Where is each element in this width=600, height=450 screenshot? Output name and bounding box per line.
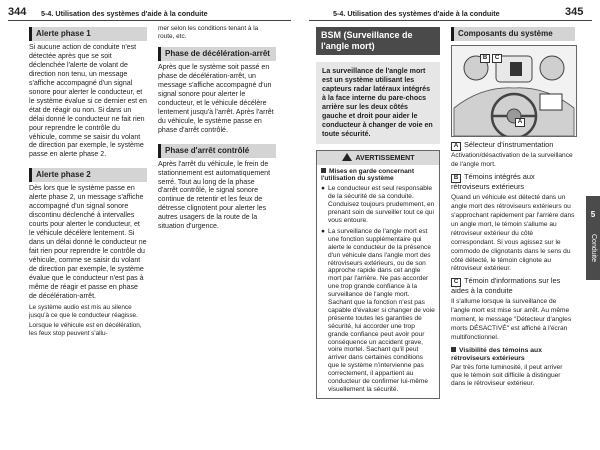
square-bullet-icon	[321, 168, 326, 173]
item-b-text: Quand un véhicule est détecté dans un angle mort des rétroviseurs extérieurs ou s'approchant rapidement par l'arrière dans un angle mort, le témoin s'allume au rétroviseur extérieur du côté correspondant. Si vous agissez sur le commodo de clignotants dans le sens du côté détecté, le témoin clignote au rétroviseur extérieur.	[451, 193, 575, 273]
bsm-heading: BSM (Surveillance de l'angle mort)	[316, 27, 440, 55]
column-4	[451, 27, 575, 388]
warning-bullet-2-text: La surveillance de l'angle mort est une fonction supplémentaire qui alerte le conducteur de la présence d'un véhicule dans l'angle mort des rétroviseurs extérieurs, ou de son approche rapide dans cet angle mort par l'arrière. Ne pas accorder une trop grande confiance à la surveillance de l'angle mort. Sachant que la fonction n'est pas capable d'évaluer si changer de voie présente toutes les garanties de sécurité, lui accorder une trop grande confiance peut avoir pour conséquence un accident grave, voire mortel. Sachant qu'il peut arriver dans certaines conditions que le système n'intervienne pas correctement, il appartient au conducteur de confirmer lui-même visuellement la sécurité.	[328, 227, 435, 393]
bullet-dot-icon: ●	[321, 185, 325, 193]
chapter-side-tab	[586, 196, 600, 280]
column-3	[316, 27, 440, 399]
item-c	[451, 277, 575, 297]
figure-label-b: B	[480, 54, 490, 63]
continued-note: mer selon les conditions tenant à la route, etc.	[158, 25, 259, 40]
column-2	[158, 25, 276, 232]
bsm-intro: La surveillance de l'angle mort est un système utilisant les capteurs radar latéraux intégrés à la face interne du pare-chocs arrière sur les deux côtés gauche et droit pour aider le conducteur à changer de voie en toute sécurité.	[316, 62, 440, 144]
right-running-title: 5-4. Utilisation des systèmes d'aide à la conduite	[333, 9, 500, 18]
item-a-title: Sélecteur d'instrumentation	[464, 140, 554, 149]
warning-bullet-2	[321, 228, 435, 394]
right-page-number: 345	[565, 6, 584, 18]
stop-phase-heading: Phase d'arrêt contrôlé	[158, 144, 276, 158]
chapter-label: Conduite	[590, 234, 597, 263]
left-page-number: 344	[8, 6, 27, 18]
decel-phase-heading: Phase de décélération-arrêt	[158, 47, 276, 61]
label-c: C	[451, 278, 461, 287]
warning-title: AVERTISSEMENT	[355, 154, 415, 162]
chapter-number: 5	[590, 210, 596, 219]
note-brake-lights: Lorsque le véhicule est en décélération, les feux stop peuvent s'allu-	[29, 321, 142, 337]
warning-box	[316, 150, 440, 399]
square-bullet-icon	[451, 347, 456, 352]
warning-triangle-icon	[342, 153, 352, 161]
left-header-rule	[8, 20, 291, 21]
alert-phase-1-heading: Alerte phase 1	[29, 27, 147, 41]
dashboard-illustration	[452, 46, 576, 136]
dashboard-figure	[451, 45, 577, 137]
figure-label-a: A	[515, 118, 525, 127]
visibility-heading-text: Visibilité des témoins aux rétroviseurs extérieurs	[451, 347, 542, 363]
warning-bullet-1-text: Le conducteur est seul responsable de la sécurité de sa conduite. Conduisez toujours prudemment, en prenant soin de surveiller tout ce qui vous entoure.	[328, 185, 435, 224]
item-b	[451, 173, 575, 193]
item-a	[451, 141, 575, 151]
stop-phase-text: Après l'arrêt du véhicule, le frein de stationnement est automatiquement serré. Tout au long de la phase d'arrêt contrôlé, le signal sonore continue de retentir et les feux de détresse clignotent pour alerter les autres usagers de la route de la situation d'urgence.	[158, 160, 271, 231]
right-header-rule	[309, 20, 592, 21]
components-heading: Composants du système	[451, 27, 575, 41]
figure-label-c: C	[492, 54, 502, 63]
warning-header	[317, 151, 439, 165]
column-1	[29, 27, 147, 338]
note-audio: Le système audio est mis au silence jusqu'à ce que le conducteur réagisse.	[29, 303, 138, 319]
warning-subheading	[321, 168, 435, 184]
warning-bullet-1	[321, 185, 435, 225]
visibility-text: Par très forte luminosité, il peut arriver que le témoin soit difficile à distinguer dans le rétroviseur extérieur.	[451, 364, 563, 388]
label-a: A	[451, 142, 461, 151]
item-c-text: Il s'allume lorsque la surveillance de l'angle mort est mise sur arrêt. Au même moment, le message "Détecteur d'angles morts DÉSACTIVÉ" est affiché à l'écran multifonctionnel.	[451, 298, 572, 342]
alert-phase-2-text: Dès lors que le système passe en alerte phase 2, un message s'affiche accompagné d'un signal sonore discontinu déclenché à intervalles courts pour alerter le conducteur, et le véhicule décélère lentement. Si dans un délai donné le conducteur ne fait rien pour reprendre le contrôle du véhicule, comme se saisir du volant de direction par exemple, le système évalue que le conducteur n'est pas à même de réagir et passe en phase de décélération-arrêt.	[29, 185, 147, 300]
label-b: B	[451, 174, 461, 183]
warning-subheading-text: Mises en garde concernant l'utilisation du système	[321, 167, 415, 183]
item-b-title: Témoins intégrés aux rétroviseurs extérieurs	[451, 171, 535, 191]
alert-phase-2-heading: Alerte phase 2	[29, 168, 147, 182]
left-running-title: 5-4. Utilisation des systèmes d'aide à la conduite	[41, 9, 208, 18]
item-a-text: Activation/désactivation de la surveillance de l'angle mort.	[451, 152, 573, 168]
bullet-dot-icon: ●	[321, 227, 325, 235]
item-c-title: Témoin d'informations sur les aides à la conduite	[451, 276, 561, 296]
visibility-heading	[451, 347, 575, 363]
decel-phase-text: Après que le système soit passé en phase de décélération-arrêt, un message s'affiche accompagné d'un signal sonore pour alerter le conducteur, et le véhicule décélère lentement jusqu'à l'arrêt. Après l'arrêt du véhicule, le système passe en phase d'arrêt contrôlé.	[158, 64, 274, 134]
alert-phase-1-text: Si aucune action de conduite n'est détectée après que se soit déclenchée l'alerte de volant de direction non tenu, un message s'affiche accompagné d'un signal sonore pour alerter le conducteur, et le système évalue si ce dernier est en état de réagir ou non. Si dans un délai donné le conducteur ne fait rien pour reprendre le contrôle du véhicule, comme se saisir du volant de direction par exemple, le système passe en alerte phase 2.	[29, 44, 147, 159]
